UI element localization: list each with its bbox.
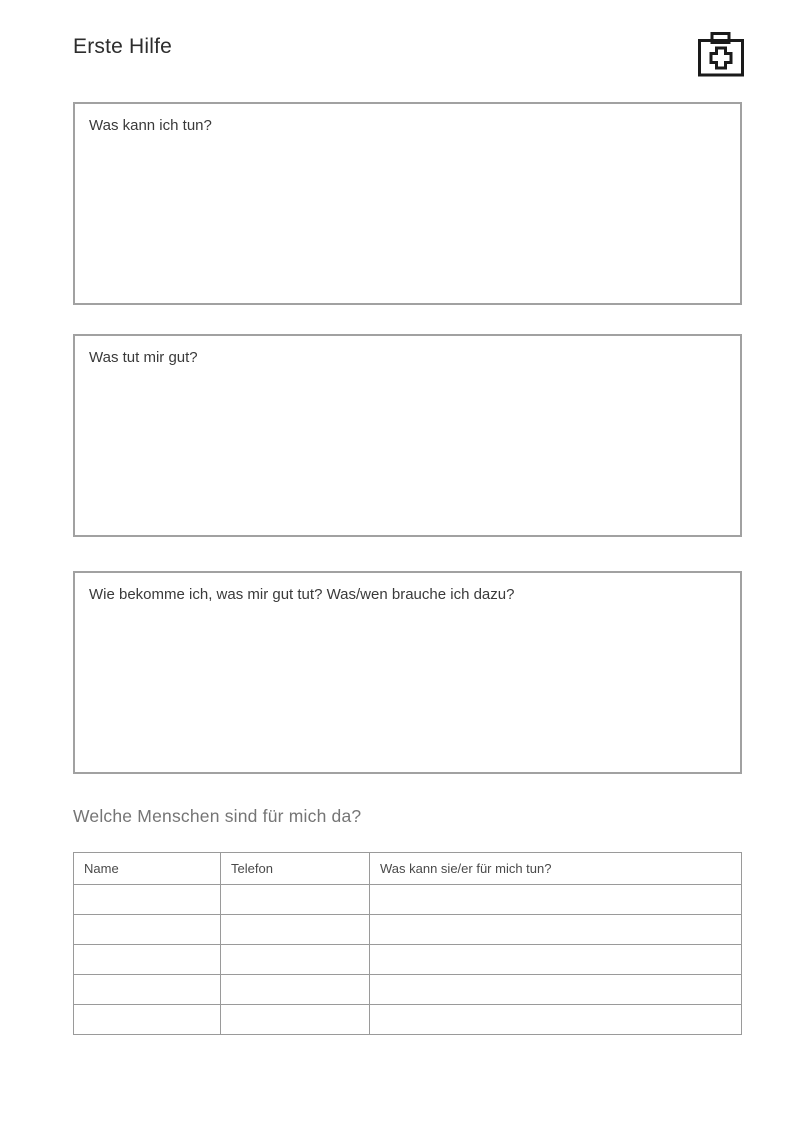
table-cell[interactable]	[74, 915, 221, 945]
answer-box-was-tut-mir-gut[interactable]	[73, 334, 742, 537]
table-cell[interactable]	[221, 885, 370, 915]
table-row	[74, 1005, 742, 1035]
table-cell[interactable]	[370, 915, 742, 945]
answer-box-wie-bekomme-ich[interactable]	[73, 571, 742, 774]
table-header-row	[74, 853, 742, 885]
people-table-body	[74, 885, 742, 1035]
box-label: Wie bekomme ich, was mir gut tut? Was/wen brauche ich dazu?	[89, 586, 515, 603]
table-cell[interactable]	[74, 975, 221, 1005]
column-header-telefon: Telefon	[221, 853, 370, 885]
table-row	[74, 885, 742, 915]
table-cell[interactable]	[370, 975, 742, 1005]
table-cell[interactable]	[370, 885, 742, 915]
page-title: Erste Hilfe	[73, 35, 173, 58]
first-aid-kit-icon	[696, 30, 746, 79]
column-header-name: Name	[74, 853, 221, 885]
table-cell[interactable]	[74, 945, 221, 975]
table-cell[interactable]	[74, 1005, 221, 1035]
people-section-heading: Welche Menschen sind für mich da?	[73, 806, 362, 826]
table-cell[interactable]	[370, 1005, 742, 1035]
people-table	[73, 852, 742, 1035]
table-row	[74, 975, 742, 1005]
table-cell[interactable]	[221, 915, 370, 945]
box-label: Was tut mir gut?	[89, 349, 198, 366]
table-cell[interactable]	[221, 1005, 370, 1035]
table-cell[interactable]	[370, 945, 742, 975]
column-header-was-kann-sie-er-tun: Was kann sie/er für mich tun?	[370, 853, 742, 885]
page-header	[73, 30, 746, 79]
table-cell[interactable]	[74, 885, 221, 915]
box-label: Was kann ich tun?	[89, 117, 212, 134]
table-row	[74, 915, 742, 945]
table-cell[interactable]	[221, 945, 370, 975]
answer-box-was-kann-ich-tun[interactable]	[73, 102, 742, 305]
table-row	[74, 945, 742, 975]
people-table-header	[74, 853, 742, 885]
table-cell[interactable]	[221, 975, 370, 1005]
